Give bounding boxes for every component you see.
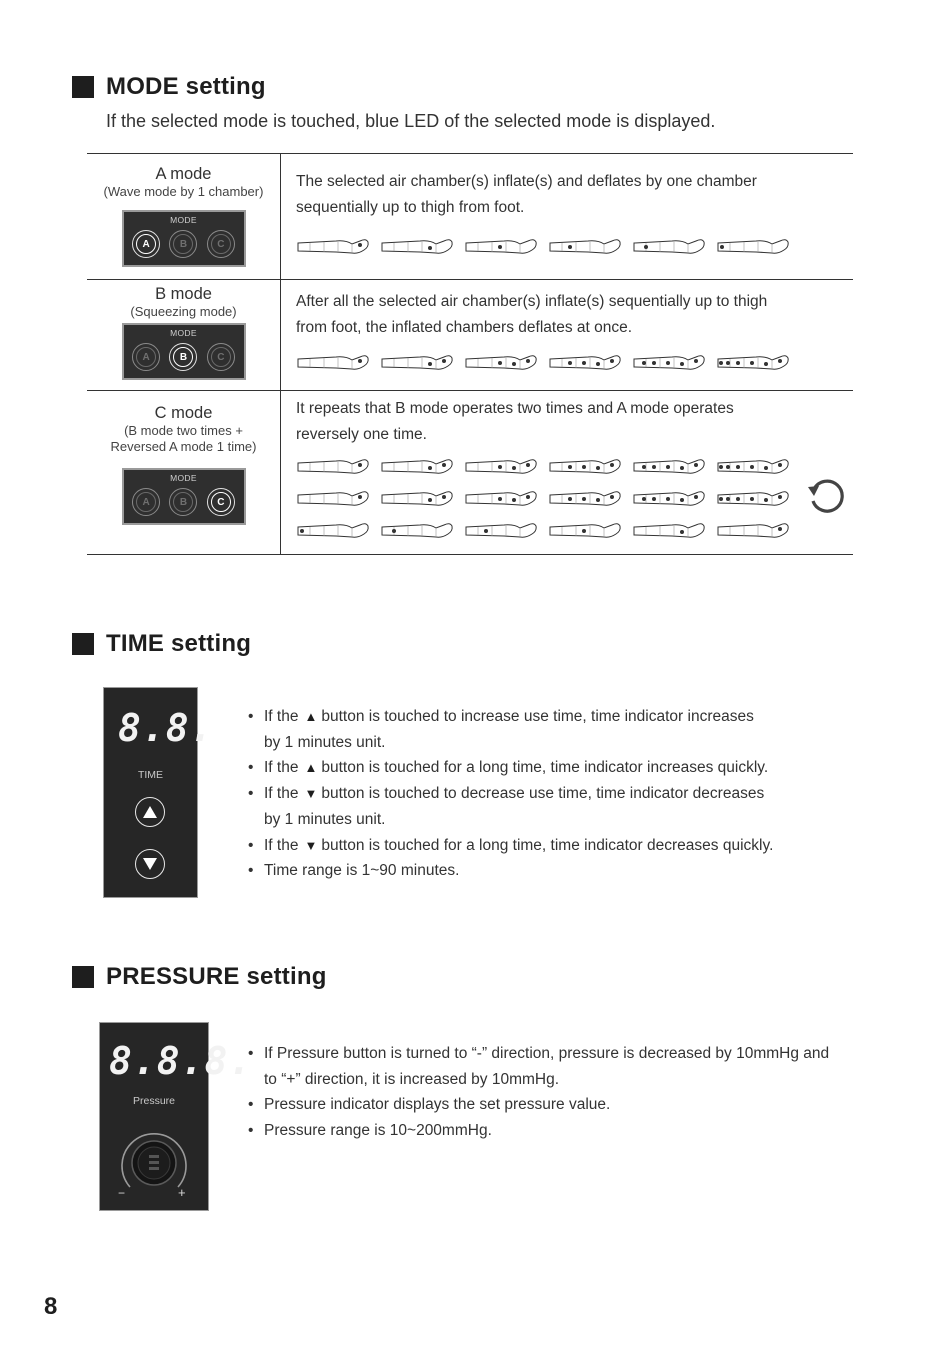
mode-row-a — [87, 154, 853, 280]
mode-row-c — [87, 391, 853, 555]
leg-chamber-icon — [380, 520, 454, 542]
mode-subtitle: (B mode two times + — [124, 423, 243, 438]
leg-chamber-icon — [716, 520, 790, 542]
leg-chamber-icon — [716, 456, 790, 478]
list-item: • Pressure indicator displays the set pressure value. — [248, 1092, 829, 1118]
leg-chamber-icon — [296, 236, 370, 258]
leg-chamber-icon — [464, 520, 538, 542]
mode-a-button: A — [132, 230, 160, 258]
time-bullet-list — [248, 704, 773, 884]
mode-panel — [122, 468, 246, 525]
time-panel-label: TIME — [137, 769, 164, 781]
list-item: • If the ▲ button is touched to increase use time, time indicator increases by 1 minutes unit. — [248, 704, 773, 755]
leg-chamber-icon — [632, 456, 706, 478]
leg-chamber-icon — [716, 488, 790, 510]
mode-panel — [122, 210, 246, 267]
time-control-panel — [103, 687, 214, 898]
leg-sequence — [296, 520, 853, 542]
leg-chamber-icon — [380, 488, 454, 510]
list-item: • If the ▼ button is touched for a long time, time indicator decreases quickly. — [248, 833, 773, 859]
square-bullet-icon — [72, 633, 94, 655]
down-triangle-icon: ▼ — [304, 786, 318, 802]
mode-description: The selected air chamber(s) inflate(s) and deflates by one chamber sequentially up to thigh from foot. — [296, 173, 757, 216]
down-triangle-icon: ▼ — [304, 837, 318, 853]
mode-panel-label: MODE — [170, 215, 197, 225]
mode-panel — [122, 323, 246, 380]
mode-name: C mode — [154, 404, 213, 422]
pressure-section-title — [72, 963, 327, 991]
list-item: • If Pressure button is turned to “-” direction, pressure is decreased by 10mmHg and to “+” direction, it is increased by 10mmHg. — [248, 1041, 829, 1092]
up-triangle-icon — [143, 806, 157, 818]
leg-sequence — [296, 456, 853, 478]
mode-intro-text: If the selected mode is touched, blue LED of the selected mode is displayed. — [106, 111, 716, 131]
leg-sequence — [296, 352, 853, 374]
mode-a-button: A — [132, 343, 160, 371]
time-down-button[interactable] — [135, 849, 165, 879]
mode-b-button: B — [169, 488, 197, 516]
mode-description: After all the selected air chamber(s) inflate(s) sequentially up to thigh from foot, the inflated chambers deflates at once. — [296, 293, 768, 336]
mode-name: A mode — [155, 165, 212, 183]
leg-chamber-icon — [464, 236, 538, 258]
leg-chamber-icon — [632, 488, 706, 510]
pressure-bullet-list — [248, 1041, 829, 1144]
list-item: • Time range is 1~90 minutes. — [248, 858, 773, 884]
pressure-minus-label: − — [118, 1186, 126, 1200]
leg-chamber-icon — [716, 236, 790, 258]
repeat-arrow-icon — [805, 475, 847, 517]
leg-chamber-icon — [716, 352, 790, 374]
leg-chamber-icon — [632, 352, 706, 374]
leg-chamber-icon — [632, 520, 706, 542]
mode-section-title-text: MODE setting — [106, 73, 266, 100]
list-item: • If the ▲ button is touched for a long time, time indicator increases quickly. — [248, 755, 773, 781]
pressure-section-title-text: PRESSURE setting — [106, 963, 327, 990]
leg-chamber-icon — [548, 520, 622, 542]
leg-chamber-icon — [464, 488, 538, 510]
mode-section-title — [72, 73, 266, 101]
mode-subtitle: (Squeezing mode) — [130, 304, 237, 319]
mode-panel-label: MODE — [170, 473, 197, 483]
down-triangle-icon — [143, 858, 157, 870]
pressure-display: 8.8.8. — [109, 1039, 253, 1083]
leg-chamber-icon — [380, 236, 454, 258]
list-item: • Pressure range is 10~200mmHg. — [248, 1118, 829, 1144]
mode-table — [87, 153, 853, 555]
mode-b-button: B — [169, 343, 197, 371]
mode-c-button: C — [207, 488, 235, 516]
mode-panel-label: MODE — [170, 328, 197, 338]
leg-chamber-icon — [548, 352, 622, 374]
time-up-button[interactable] — [135, 797, 165, 827]
list-item: • If the ▼ button is touched to decrease use time, time indicator decreases by 1 minutes unit. — [248, 781, 773, 832]
pressure-control-panel — [99, 1022, 253, 1211]
mode-name: B mode — [155, 285, 212, 303]
mode-c-button: C — [207, 343, 235, 371]
pressure-panel-label: Pressure — [132, 1095, 175, 1107]
mode-subtitle: (Wave mode by 1 chamber) — [103, 184, 264, 199]
time-display: 8.8. — [118, 706, 214, 750]
leg-chamber-icon — [296, 488, 370, 510]
leg-chamber-icon — [632, 236, 706, 258]
leg-chamber-icon — [464, 352, 538, 374]
up-triangle-icon: ▲ — [304, 709, 318, 724]
leg-chamber-icon — [296, 520, 370, 542]
leg-chamber-icon — [380, 352, 454, 374]
up-triangle-icon: ▲ — [304, 760, 318, 776]
leg-sequence — [296, 236, 853, 258]
time-section-title — [72, 630, 251, 658]
leg-chamber-icon — [548, 456, 622, 478]
leg-chamber-icon — [296, 352, 370, 374]
square-bullet-icon — [72, 76, 94, 98]
mode-b-button: B — [169, 230, 197, 258]
leg-chamber-icon — [464, 456, 538, 478]
mode-row-b — [87, 280, 853, 391]
leg-sequence — [296, 488, 853, 510]
leg-chamber-icon — [548, 488, 622, 510]
mode-a-button: A — [132, 488, 160, 516]
page-number: 8 — [44, 1293, 58, 1320]
leg-chamber-icon — [380, 456, 454, 478]
pressure-plus-label: + — [178, 1185, 186, 1200]
mode-c-button: C — [207, 230, 235, 258]
mode-description: It repeats that B mode operates two times and A mode operates reversely one time. — [296, 400, 734, 443]
leg-chamber-icon — [296, 456, 370, 478]
leg-chamber-icon — [548, 236, 622, 258]
time-section-title-text: TIME setting — [106, 630, 252, 657]
square-bullet-icon — [72, 966, 94, 988]
mode-subtitle: Reversed A mode 1 time) — [110, 439, 257, 454]
